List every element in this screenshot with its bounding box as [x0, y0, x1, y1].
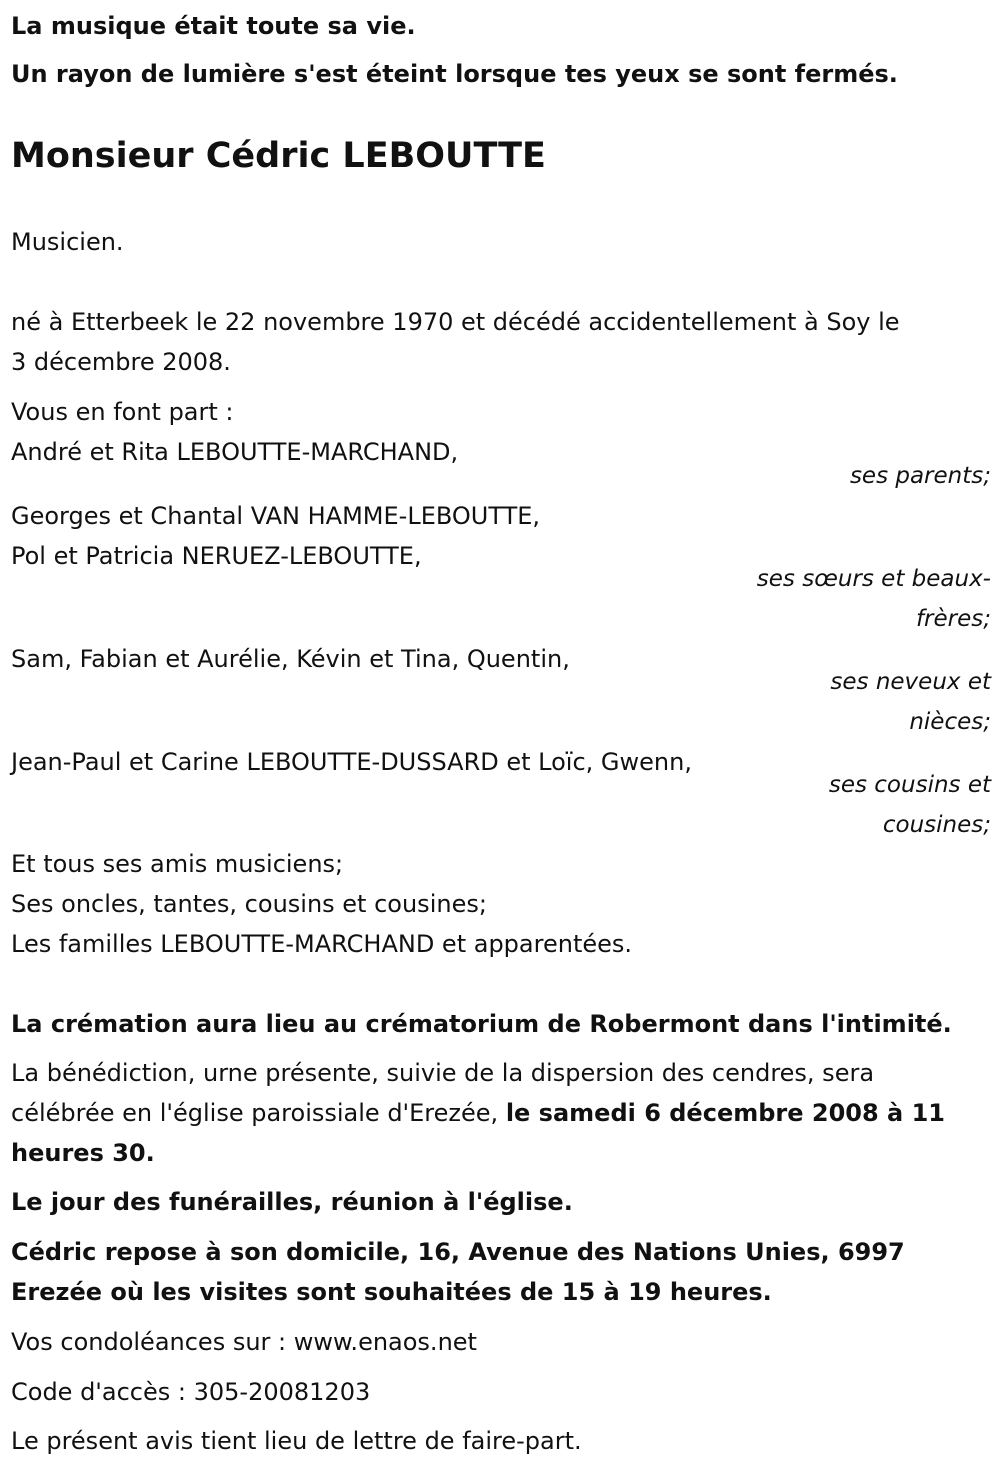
deceased-name: Monsieur Cédric LEBOUTTE [11, 136, 546, 176]
blessing-line-1: La bénédiction, urne présente, suivie de la dispersion des cendres, sera [11, 1059, 875, 1087]
cousins-relation-1: ses cousins et [828, 772, 991, 798]
parents-relation: ses parents; [849, 463, 991, 489]
rest-place-line-1: Cédric repose à son domicile, 16, Avenue des Nations Unies, 6997 [11, 1238, 905, 1266]
epigraph-line-2: Un rayon de lumière s'est éteint lorsque tes yeux se sont fermés. [11, 60, 898, 88]
cremation-notice: La crémation aura lieu au crématorium de Robermont dans l'intimité. [11, 1010, 952, 1038]
epigraph-line-1: La musique était toute sa vie. [11, 12, 416, 40]
others-line-2: Ses oncles, tantes, cousins et cousines; [11, 890, 487, 918]
blessing-line-2 [11, 1093, 945, 1133]
siblings-names-1: Georges et Chantal VAN HAMME-LEBOUTTE, [11, 502, 541, 530]
access-code: Code d'accès : 305-20081203 [11, 1378, 371, 1406]
blessing-location: célébrée en l'église paroissiale d'Erezée, [11, 1099, 506, 1127]
blessing-date: le samedi 6 décembre 2008 à 11 [505, 1099, 945, 1127]
cousins-relation-2: cousines; [882, 812, 991, 838]
funeral-meeting: Le jour des funérailles, réunion à l'église. [11, 1188, 573, 1216]
nephews-relation-1: ses neveux et [830, 669, 991, 695]
cousins-names: Jean-Paul et Carine LEBOUTTE-DUSSARD et Loïc, Gwenn, [11, 748, 692, 776]
closing-note: Le présent avis tient lieu de lettre de faire-part. [11, 1427, 582, 1455]
blessing-time: heures 30. [11, 1139, 155, 1167]
siblings-names-2: Pol et Patricia NERUEZ-LEBOUTTE, [11, 542, 422, 570]
occupation: Musicien. [11, 228, 124, 256]
announcement-intro: Vous en font part : [11, 398, 234, 426]
siblings-relation-2: frères; [915, 606, 991, 632]
others-line-1: Et tous ses amis musiciens; [11, 850, 344, 878]
siblings-relation-1: ses sœurs et beaux- [756, 566, 991, 592]
parents-names: André et Rita LEBOUTTE-MARCHAND, [11, 438, 459, 466]
nephews-names: Sam, Fabian et Aurélie, Kévin et Tina, Quentin, [11, 645, 570, 673]
rest-place-line-2: Erezée où les visites sont souhaitées de 15 à 19 heures. [11, 1278, 772, 1306]
birth-death-line-2: 3 décembre 2008. [11, 348, 231, 376]
nephews-relation-2: nièces; [909, 709, 991, 735]
condolences-website: Vos condoléances sur : www.enaos.net [11, 1328, 477, 1356]
others-line-3: Les familles LEBOUTTE-MARCHAND et apparentées. [11, 930, 633, 958]
birth-death-line-1: né à Etterbeek le 22 novembre 1970 et décédé accidentellement à Soy le [11, 308, 900, 336]
